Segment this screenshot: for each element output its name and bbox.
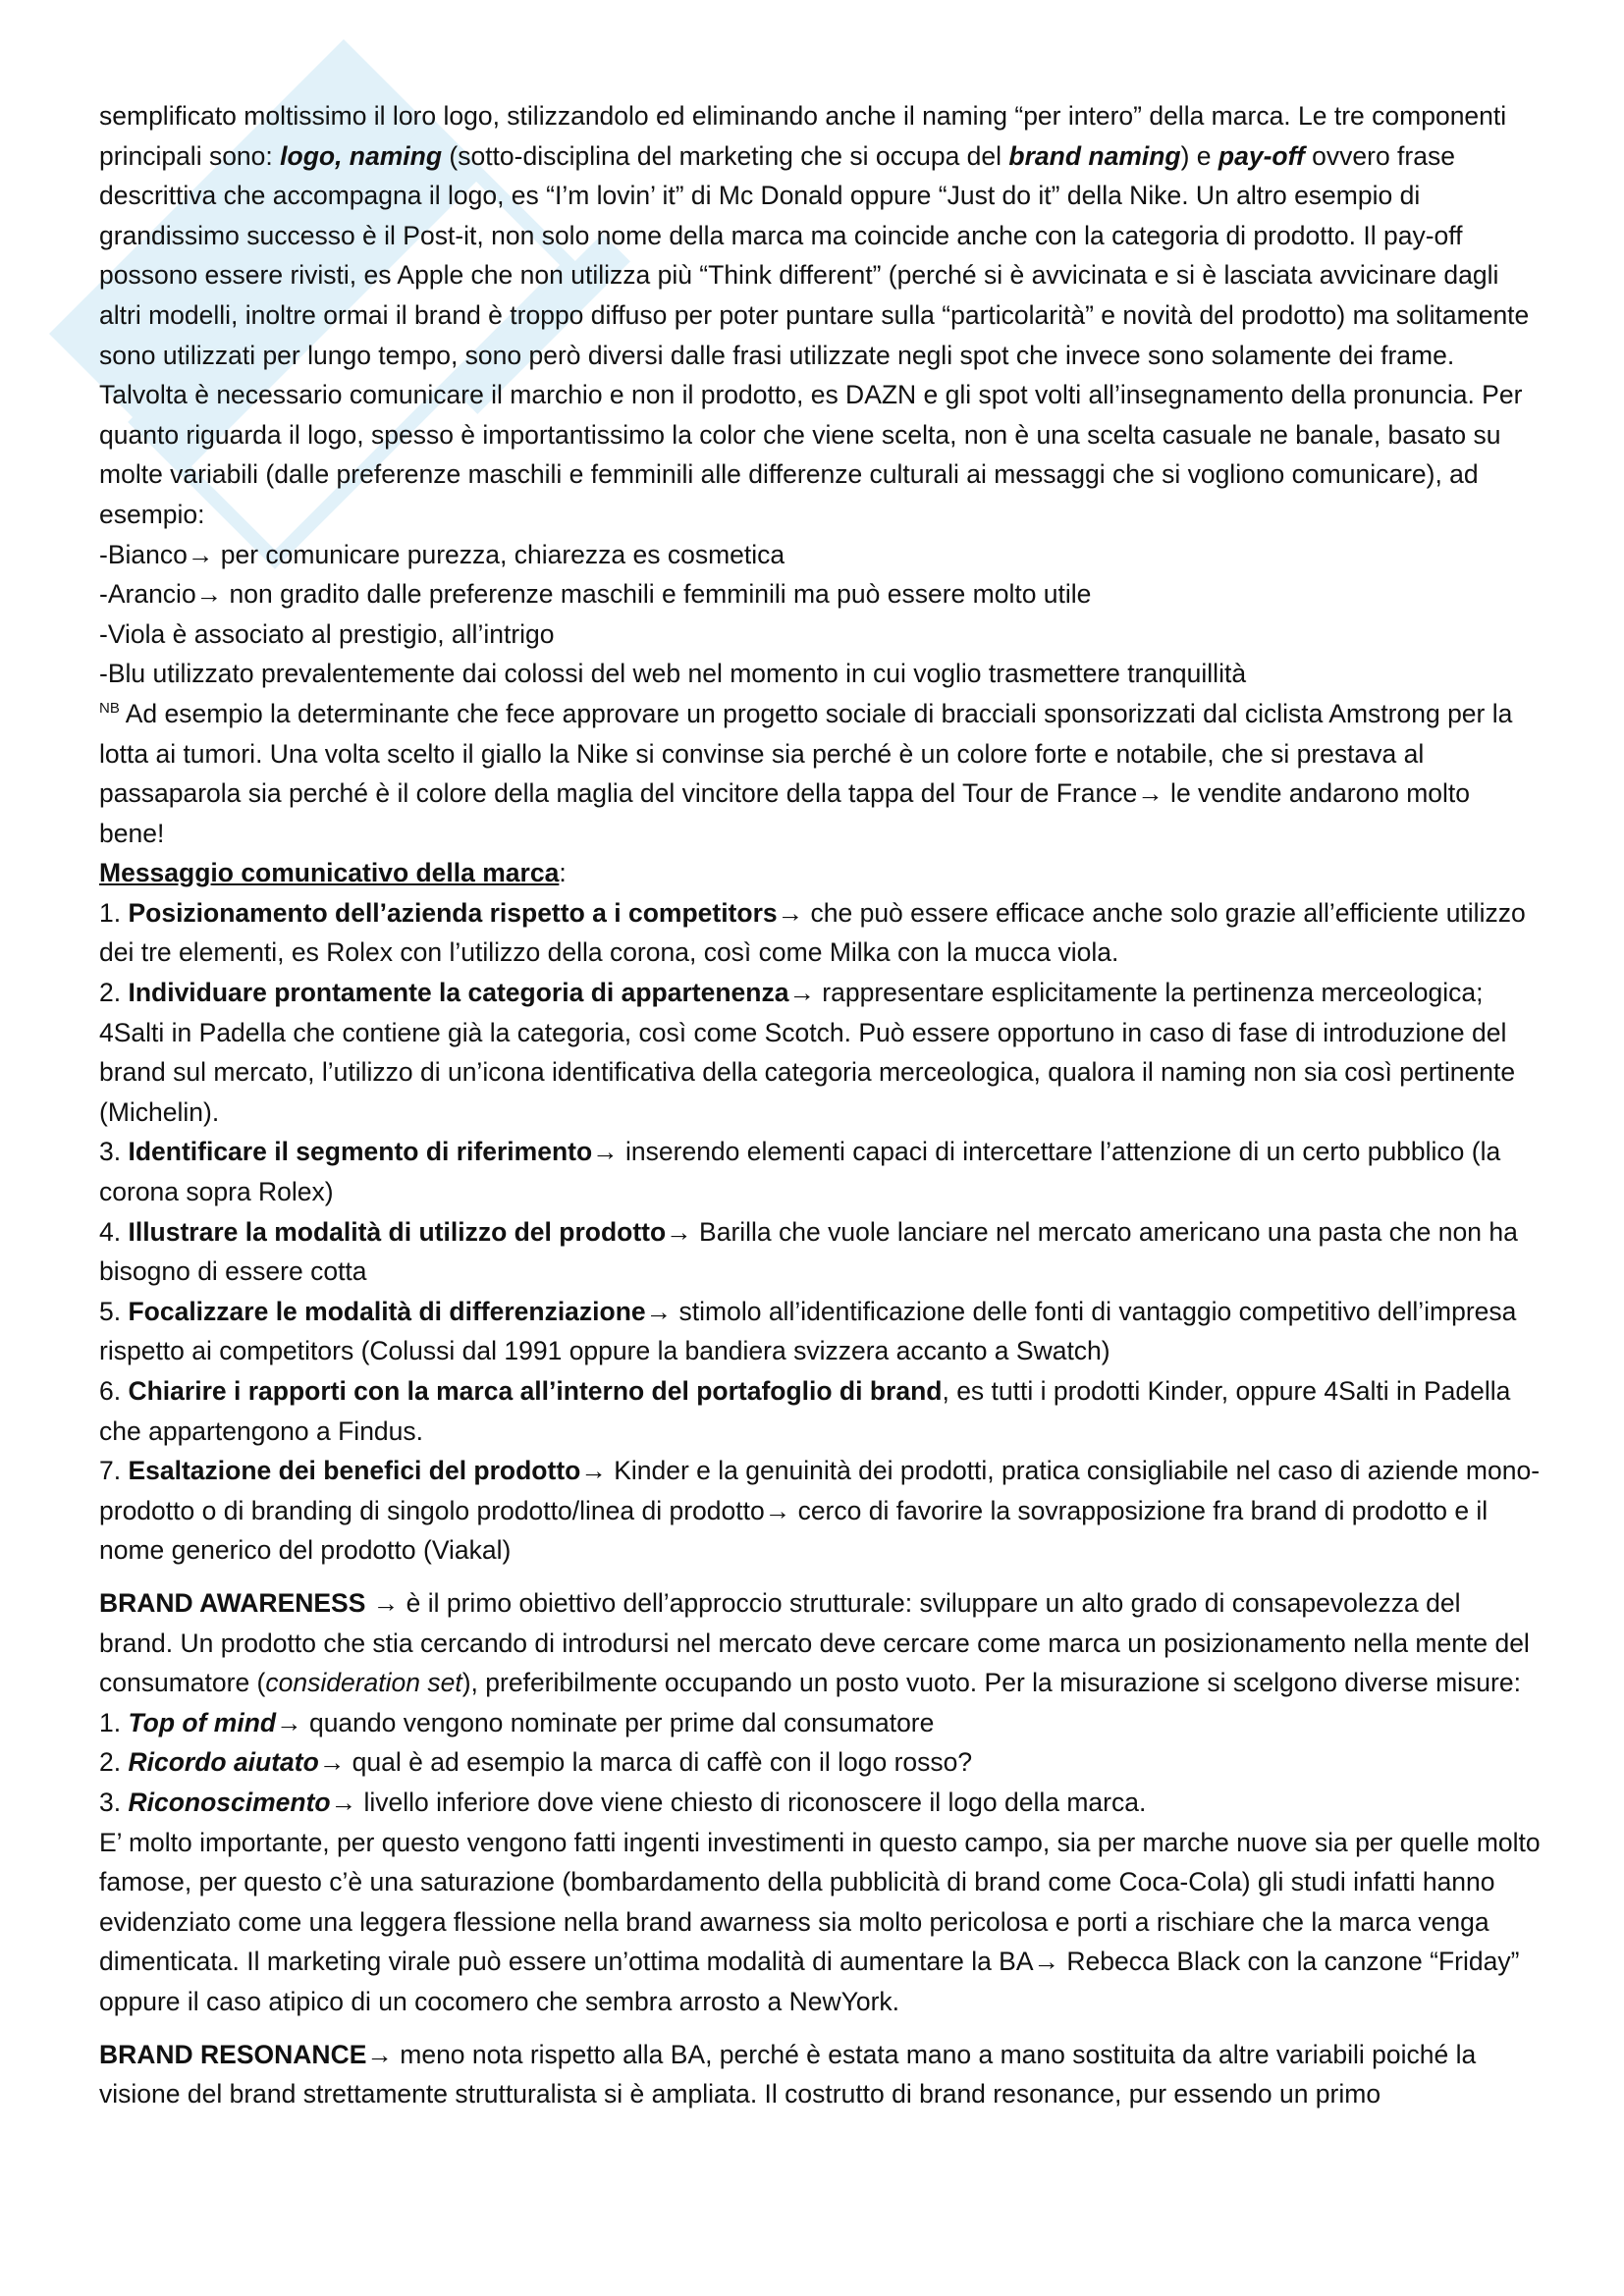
text-run: 2. xyxy=(99,1747,129,1778)
text-run: (sotto-disciplina del marketing che si occupa del xyxy=(442,140,1009,171)
text-run: -Viola è associato al prestigio, all’intrigo xyxy=(99,618,555,649)
text-run: → inserendo elementi capaci di intercettare l’attenzione di un certo pubblico (la corona sopra Rolex) xyxy=(99,1137,1501,1207)
paragraph xyxy=(99,1742,1541,1783)
bold-text-run: Top of mind xyxy=(128,1707,277,1737)
text-run: → Kinder e la genuinità dei prodotti, pratica consigliabile nel caso di aziende mono-prodotto o di branding di singolo prodotto/linea di prodotto→ cerco di favorire la sovrapposizione fra brand di prodotto e il nome generico del prodotto (Viakal) xyxy=(99,1456,1541,1566)
text-run: → Barilla che vuole lanciare nel mercato americano una pasta che non ha bisogno di essere cotta xyxy=(99,1216,1518,1287)
bold-text-run: Ricordo aiutato xyxy=(128,1747,319,1778)
document-body xyxy=(99,96,1541,2114)
bold-text-run: Esaltazione dei benefici del prodotto xyxy=(128,1456,581,1486)
text-run: → che può essere efficace anche solo grazie all’efficiente utilizzo dei tre elementi, es Rolex con l’utilizzo della corona, così come Milka con la mucca viola. xyxy=(99,897,1526,968)
text-run: 4. xyxy=(99,1216,129,1247)
bold-text-run: Identificare il segmento di riferimento xyxy=(128,1137,593,1167)
bold-text-run: Illustrare la modalità di utilizzo del prodotto xyxy=(128,1216,667,1247)
paragraph xyxy=(99,1583,1541,1703)
paragraph xyxy=(99,375,1541,534)
paragraph xyxy=(99,1132,1541,1211)
paragraph xyxy=(99,614,1541,655)
text-run: : xyxy=(559,858,567,888)
superscript-text: NB xyxy=(99,700,120,718)
text-run: ) e xyxy=(1180,140,1218,171)
text-run: ), preferibilmente occupando un posto vuoto. Per la misurazione si scelgono diverse misure: xyxy=(461,1668,1521,1698)
bold-text-run: Riconoscimento xyxy=(128,1787,331,1817)
paragraph xyxy=(99,853,1541,893)
text-run: → rappresentare esplicitamente la pertinenza merceologica; 4Salti in Padella che contiene già la categoria, così come Scotch. Può essere opportuno in caso di fase di introduzione del brand sul mercato, l’utilizzo di un’icona identificativa della categoria merceologica, qualora il naming non sia così pertinente (Michelin). xyxy=(99,978,1516,1127)
paragraph-spacer xyxy=(99,1571,1541,1583)
text-run: 7. xyxy=(99,1456,129,1486)
paragraph xyxy=(99,535,1541,575)
paragraph xyxy=(99,2035,1541,2114)
bold-text-run: Messaggio comunicativo della marca xyxy=(99,858,560,888)
text-run: semplificato moltissimo il loro logo, stilizzandolo ed eliminando anche il naming “per intero” della marca. Le tre componenti principali sono: xyxy=(99,101,1507,171)
paragraph xyxy=(99,574,1541,614)
paragraph xyxy=(99,1371,1541,1451)
paragraph xyxy=(99,1451,1541,1571)
text-run: -Bianco→ per comunicare purezza, chiarezza es cosmetica xyxy=(99,539,785,569)
text-run: 1. xyxy=(99,897,129,928)
text-run: → livello inferiore dove viene chiesto di riconoscere il logo della marca. xyxy=(330,1787,1147,1817)
paragraph xyxy=(99,96,1541,375)
text-run: , es tutti i prodotti Kinder, oppure 4Salti in Padella che appartengono a Findus. xyxy=(99,1376,1511,1446)
text-run: Ad esempio la determinante che fece approvare un progetto sociale di bracciali sponsorizzati dal ciclista Amstrong per la lotta ai tumori. Una volta scelto il giallo la Nike si convinse sia perché è un colore forte e notabile, che si prestava al passaparola sia perché è il colore della maglia del vincitore della tappa del Tour de France→ le vendite andarono molto bene! xyxy=(99,698,1513,848)
bold-text-run: Focalizzare le modalità di differenziazione xyxy=(128,1296,646,1326)
paragraph xyxy=(99,694,1541,853)
text-run: 3. xyxy=(99,1787,129,1817)
text-run: 1. xyxy=(99,1707,129,1737)
text-run: -Arancio→ non gradito dalle preferenze maschili e femminili ma può essere molto utile xyxy=(99,579,1092,610)
paragraph xyxy=(99,973,1541,1132)
paragraph xyxy=(99,1823,1541,2022)
text-run: → è il primo obiettivo dell’approccio strutturale: sviluppare un alto grado di consapevolezza del brand. Un prodotto che stia cercando di introdursi nel mercato deve cercare come marca un posizionamento nella mente del consumatore ( xyxy=(99,1587,1530,1698)
paragraph xyxy=(99,893,1541,973)
bold-text-run: Chiarire i rapporti con la marca all’interno del portafoglio di brand xyxy=(128,1376,943,1406)
text-run: → qual è ad esempio la marca di caffè con il logo rosso? xyxy=(318,1747,973,1778)
text-run: E’ molto importante, per questo vengono fatti ingenti investimenti in questo campo, sia per marche nuove sia per quelle molto famose, per questo c’è una saturazione (bombardamento della pubblicità di brand come Coca-Cola) gli studi infatti hanno evidenziato come una leggera flessione nella brand awarness sia molto pericolosa e porti a rischiare che la marca venga dimenticata. Il marketing virale può essere un’ottima modalità di aumentare la BA→ Rebecca Black con la canzone “Friday” oppure il caso atipico di un cocomero che sembra arrosto a NewYork. xyxy=(99,1827,1541,2016)
text-run: Talvolta è necessario comunicare il marchio e non il prodotto, es DAZN e gli spot volti all’insegnamento della pronuncia. Per quanto riguarda il logo, spesso è importantissimo la color che viene scelta, non è una scelta casuale ne banale, basato su molte variabili (dalle preferenze maschili e femminili alle differenze culturali ai messaggi che si vogliono comunicare), ad esempio: xyxy=(99,380,1523,529)
text-run: -Blu utilizzato prevalentemente dai colossi del web nel momento in cui voglio trasmettere tranquillità xyxy=(99,659,1247,689)
bold-text-run: pay-off xyxy=(1218,140,1305,171)
bold-text-run: logo, naming xyxy=(280,140,443,171)
paragraph xyxy=(99,1783,1541,1823)
text-run: → stimolo all’identificazione delle fonti di vantaggio competitivo dell’impresa rispetto ai competitors (Colussi dal 1991 oppure la bandiera svizzera accanto a Swatch) xyxy=(99,1296,1517,1366)
bold-text-run: Posizionamento dell’azienda rispetto a i competitors xyxy=(128,897,778,928)
paragraph xyxy=(99,654,1541,694)
text-run: 3. xyxy=(99,1137,129,1167)
text-run: 5. xyxy=(99,1296,129,1326)
text-run: 2. xyxy=(99,978,129,1008)
bold-text-run: BRAND AWARENESS xyxy=(99,1587,366,1618)
bold-text-run: Individuare prontamente la categoria di appartenenza xyxy=(128,978,789,1008)
paragraph xyxy=(99,1703,1541,1743)
text-run: ovvero frase descrittiva che accompagna il logo, es “I’m lovin’ it” di Mc Donald oppure “Just do it” della Nike. Un altro esempio di grandissimo successo è il Post-it, non solo nome della marca ma coincide anche con la categoria di prodotto. Il pay-off possono essere rivisti, es Apple che non utilizza più “Think different” (perché si è avvicinata e si è lasciata avvicinare dagli altri modelli, inoltre ormai il brand è troppo diffuso per poter puntare sulla “particolarità” e novità del prodotto) ma solitamente sono utilizzati per lungo tempo, sono però diversi dalle frasi utilizzate negli spot che invece sono solamente dei frame. xyxy=(99,140,1530,370)
text-run: → meno nota rispetto alla BA, perché è estata mano a mano sostituita da altre variabili poiché la visione del brand strettamente strutturalista si è ampliata. Il costrutto di brand resonance, pur essendo un primo xyxy=(99,2039,1477,2109)
text-run: consideration set xyxy=(265,1668,462,1698)
bold-text-run: brand naming xyxy=(1008,140,1181,171)
text-run: 6. xyxy=(99,1376,129,1406)
text-run: → quando vengono nominate per prime dal consumatore xyxy=(276,1707,935,1737)
paragraph xyxy=(99,1292,1541,1371)
bold-text-run: BRAND RESONANCE xyxy=(99,2039,367,2069)
paragraph-spacer xyxy=(99,2022,1541,2035)
paragraph xyxy=(99,1212,1541,1292)
